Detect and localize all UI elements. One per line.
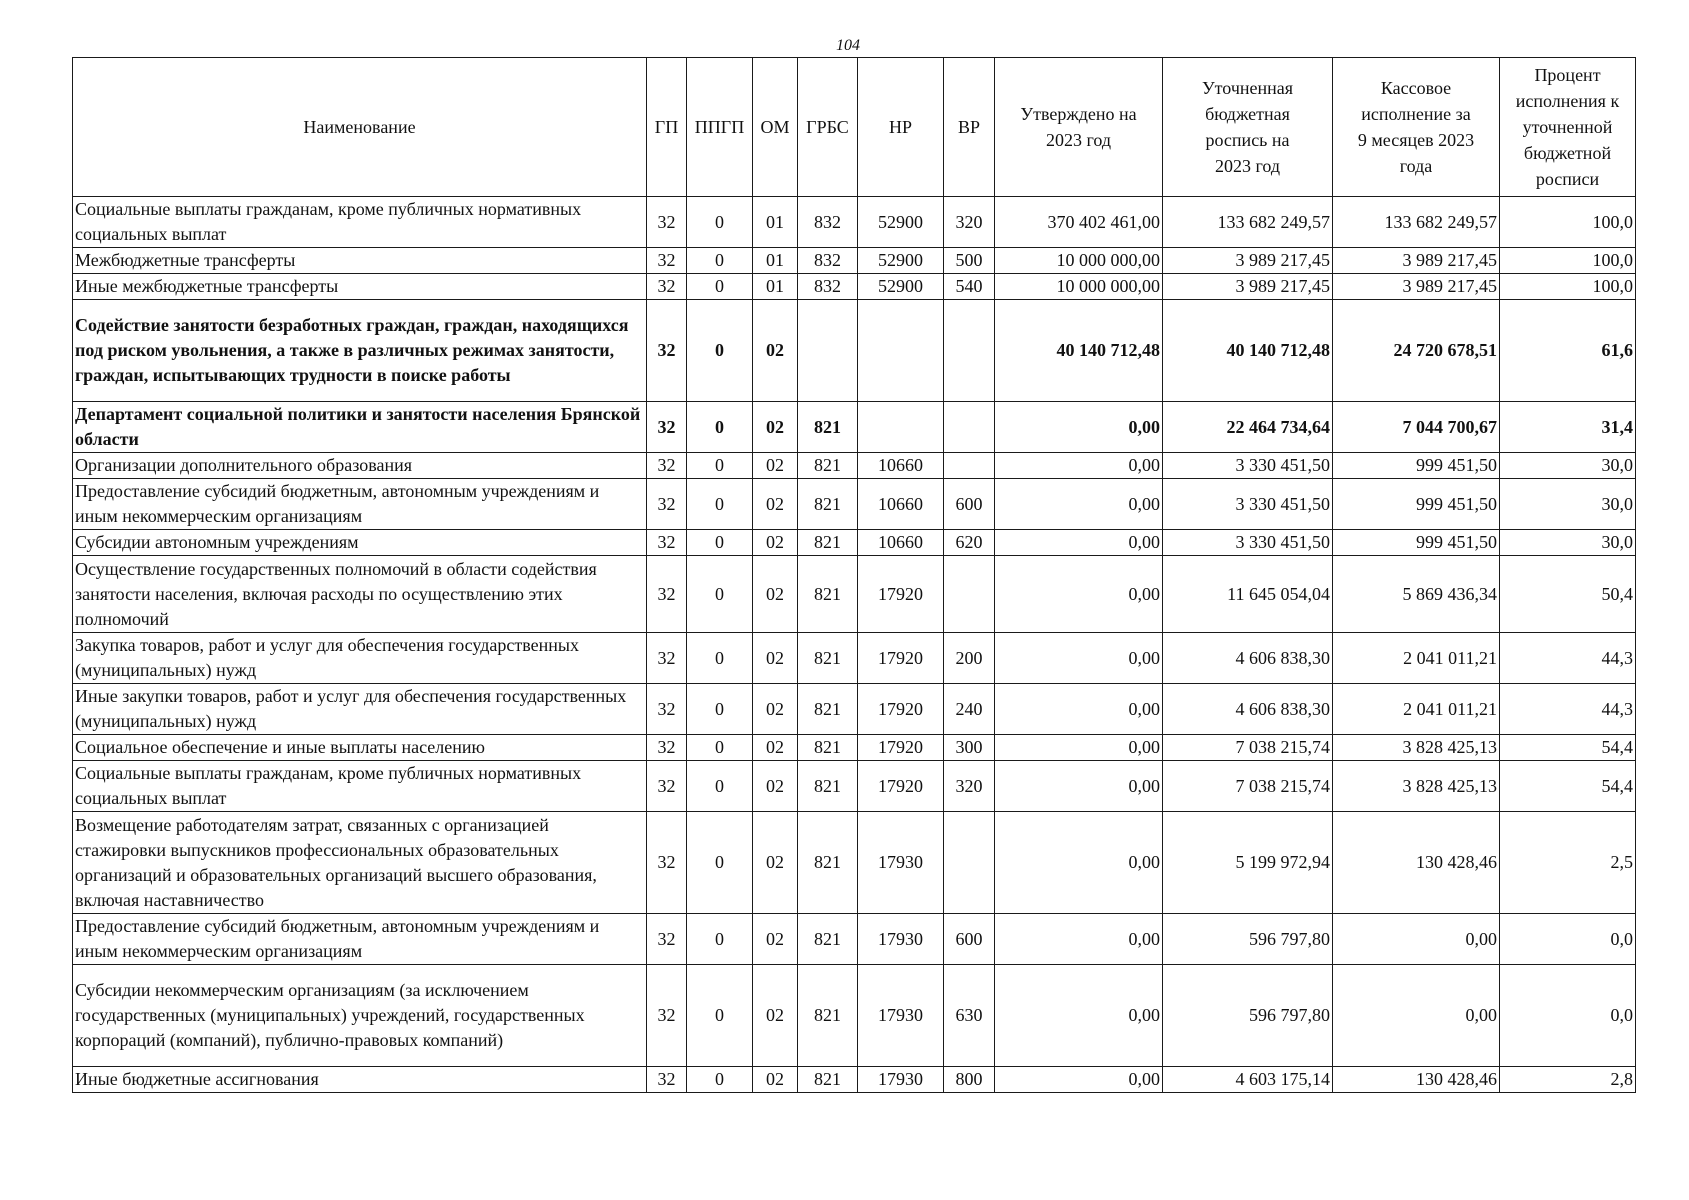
row-gp: 32 bbox=[647, 965, 687, 1067]
header-percent: Процент исполнения к уточненной бюджетной росписи bbox=[1500, 58, 1636, 197]
table-row bbox=[73, 735, 1636, 761]
row-gp: 32 bbox=[647, 735, 687, 761]
row-ppgp: 0 bbox=[687, 479, 753, 530]
row-refined: 3 989 217,45 bbox=[1163, 248, 1333, 274]
row-np: 17920 bbox=[858, 735, 944, 761]
header-refined: Уточненная бюджетная роспись на 2023 год bbox=[1163, 58, 1333, 197]
row-gp: 32 bbox=[647, 453, 687, 479]
row-grbs: 821 bbox=[798, 633, 858, 684]
table-row bbox=[73, 684, 1636, 735]
row-ppgp: 0 bbox=[687, 402, 753, 453]
row-om: 02 bbox=[753, 1067, 798, 1093]
row-name: Иные межбюджетные трансферты bbox=[73, 274, 647, 300]
row-percent: 61,6 bbox=[1500, 300, 1636, 402]
row-grbs: 832 bbox=[798, 248, 858, 274]
row-vr: 620 bbox=[944, 530, 995, 556]
table-row bbox=[73, 274, 1636, 300]
row-ppgp: 0 bbox=[687, 556, 753, 633]
row-grbs: 821 bbox=[798, 479, 858, 530]
row-ppgp: 0 bbox=[687, 735, 753, 761]
row-approved: 0,00 bbox=[995, 556, 1163, 633]
row-vr: 540 bbox=[944, 274, 995, 300]
row-approved: 0,00 bbox=[995, 761, 1163, 812]
table-body bbox=[73, 197, 1636, 1093]
row-refined: 7 038 215,74 bbox=[1163, 735, 1333, 761]
budget-execution-table bbox=[72, 57, 1636, 1093]
row-grbs: 832 bbox=[798, 197, 858, 248]
row-np: 17930 bbox=[858, 914, 944, 965]
row-grbs: 821 bbox=[798, 453, 858, 479]
row-om: 02 bbox=[753, 965, 798, 1067]
row-approved: 0,00 bbox=[995, 1067, 1163, 1093]
row-approved: 40 140 712,48 bbox=[995, 300, 1163, 402]
row-refined: 7 038 215,74 bbox=[1163, 761, 1333, 812]
row-percent: 0,0 bbox=[1500, 914, 1636, 965]
row-name: Иные закупки товаров, работ и услуг для обеспечения государственных (муниципальных) нужд bbox=[73, 684, 647, 735]
row-refined: 40 140 712,48 bbox=[1163, 300, 1333, 402]
row-np: 52900 bbox=[858, 274, 944, 300]
row-percent: 100,0 bbox=[1500, 274, 1636, 300]
row-np: 17920 bbox=[858, 633, 944, 684]
row-refined: 4 603 175,14 bbox=[1163, 1067, 1333, 1093]
row-cash: 3 989 217,45 bbox=[1333, 274, 1500, 300]
row-refined: 11 645 054,04 bbox=[1163, 556, 1333, 633]
row-refined: 4 606 838,30 bbox=[1163, 684, 1333, 735]
row-cash: 5 869 436,34 bbox=[1333, 556, 1500, 633]
header-vr: ВР bbox=[944, 58, 995, 197]
row-cash: 999 451,50 bbox=[1333, 479, 1500, 530]
row-percent: 50,4 bbox=[1500, 556, 1636, 633]
row-cash: 0,00 bbox=[1333, 965, 1500, 1067]
header-approved: Утверждено на 2023 год bbox=[995, 58, 1163, 197]
row-cash: 24 720 678,51 bbox=[1333, 300, 1500, 402]
row-om: 01 bbox=[753, 274, 798, 300]
header-gp: ГП bbox=[647, 58, 687, 197]
table-row bbox=[73, 761, 1636, 812]
row-approved: 0,00 bbox=[995, 453, 1163, 479]
row-name: Субсидии автономным учреждениям bbox=[73, 530, 647, 556]
row-ppgp: 0 bbox=[687, 300, 753, 402]
row-refined: 22 464 734,64 bbox=[1163, 402, 1333, 453]
row-name: Социальные выплаты гражданам, кроме публичных нормативных социальных выплат bbox=[73, 761, 647, 812]
row-np: 17920 bbox=[858, 761, 944, 812]
row-approved: 0,00 bbox=[995, 633, 1163, 684]
row-approved: 0,00 bbox=[995, 735, 1163, 761]
page-number: 104 bbox=[836, 37, 860, 54]
row-gp: 32 bbox=[647, 761, 687, 812]
row-cash: 3 989 217,45 bbox=[1333, 248, 1500, 274]
row-om: 02 bbox=[753, 812, 798, 914]
row-vr bbox=[944, 402, 995, 453]
row-np: 17930 bbox=[858, 965, 944, 1067]
row-cash: 3 828 425,13 bbox=[1333, 735, 1500, 761]
row-gp: 32 bbox=[647, 479, 687, 530]
table-row bbox=[73, 556, 1636, 633]
row-grbs: 821 bbox=[798, 761, 858, 812]
row-np: 17920 bbox=[858, 556, 944, 633]
row-gp: 32 bbox=[647, 248, 687, 274]
row-grbs: 821 bbox=[798, 530, 858, 556]
row-np: 17930 bbox=[858, 812, 944, 914]
row-grbs: 821 bbox=[798, 965, 858, 1067]
row-name: Содействие занятости безработных граждан, граждан, находящихся под риском увольнения, а также в различных режимах занятости, граждан, испытывающих трудности в поиске работы bbox=[73, 300, 647, 402]
row-np: 52900 bbox=[858, 197, 944, 248]
row-percent: 2,8 bbox=[1500, 1067, 1636, 1093]
row-vr: 630 bbox=[944, 965, 995, 1067]
row-name: Социальное обеспечение и иные выплаты населению bbox=[73, 735, 647, 761]
row-ppgp: 0 bbox=[687, 633, 753, 684]
row-approved: 10 000 000,00 bbox=[995, 274, 1163, 300]
row-ppgp: 0 bbox=[687, 530, 753, 556]
row-percent: 2,5 bbox=[1500, 812, 1636, 914]
row-name: Закупка товаров, работ и услуг для обеспечения государственных (муниципальных) нужд bbox=[73, 633, 647, 684]
row-percent: 44,3 bbox=[1500, 684, 1636, 735]
header-cash: Кассовое исполнение за 9 месяцев 2023 года bbox=[1333, 58, 1500, 197]
row-om: 01 bbox=[753, 197, 798, 248]
row-om: 02 bbox=[753, 914, 798, 965]
row-grbs: 821 bbox=[798, 812, 858, 914]
row-om: 01 bbox=[753, 248, 798, 274]
row-refined: 5 199 972,94 bbox=[1163, 812, 1333, 914]
row-grbs: 821 bbox=[798, 556, 858, 633]
row-ppgp: 0 bbox=[687, 197, 753, 248]
row-vr: 800 bbox=[944, 1067, 995, 1093]
row-vr: 320 bbox=[944, 761, 995, 812]
row-refined: 133 682 249,57 bbox=[1163, 197, 1333, 248]
header-np: НР bbox=[858, 58, 944, 197]
row-gp: 32 bbox=[647, 530, 687, 556]
row-grbs: 821 bbox=[798, 684, 858, 735]
table-row bbox=[73, 965, 1636, 1067]
row-om: 02 bbox=[753, 633, 798, 684]
row-cash: 2 041 011,21 bbox=[1333, 684, 1500, 735]
row-om: 02 bbox=[753, 402, 798, 453]
row-percent: 54,4 bbox=[1500, 761, 1636, 812]
row-om: 02 bbox=[753, 300, 798, 402]
row-np bbox=[858, 402, 944, 453]
row-name: Организации дополнительного образования bbox=[73, 453, 647, 479]
table-row bbox=[73, 1067, 1636, 1093]
row-percent: 30,0 bbox=[1500, 453, 1636, 479]
row-om: 02 bbox=[753, 735, 798, 761]
row-approved: 370 402 461,00 bbox=[995, 197, 1163, 248]
row-grbs bbox=[798, 300, 858, 402]
row-ppgp: 0 bbox=[687, 812, 753, 914]
row-approved: 10 000 000,00 bbox=[995, 248, 1163, 274]
row-refined: 3 330 451,50 bbox=[1163, 453, 1333, 479]
row-ppgp: 0 bbox=[687, 248, 753, 274]
table-row bbox=[73, 300, 1636, 402]
row-percent: 30,0 bbox=[1500, 530, 1636, 556]
row-grbs: 821 bbox=[798, 735, 858, 761]
row-cash: 130 428,46 bbox=[1333, 1067, 1500, 1093]
row-gp: 32 bbox=[647, 812, 687, 914]
row-refined: 3 989 217,45 bbox=[1163, 274, 1333, 300]
row-cash: 2 041 011,21 bbox=[1333, 633, 1500, 684]
row-name: Предоставление субсидий бюджетным, автономным учреждениям и иным некоммерческим организациям bbox=[73, 479, 647, 530]
table-row bbox=[73, 402, 1636, 453]
row-name: Межбюджетные трансферты bbox=[73, 248, 647, 274]
row-approved: 0,00 bbox=[995, 402, 1163, 453]
table-row bbox=[73, 197, 1636, 248]
row-vr bbox=[944, 453, 995, 479]
row-gp: 32 bbox=[647, 684, 687, 735]
row-gp: 32 bbox=[647, 1067, 687, 1093]
row-refined: 4 606 838,30 bbox=[1163, 633, 1333, 684]
header-grbs: ГРБС bbox=[798, 58, 858, 197]
row-cash: 0,00 bbox=[1333, 914, 1500, 965]
row-cash: 3 828 425,13 bbox=[1333, 761, 1500, 812]
row-gp: 32 bbox=[647, 197, 687, 248]
row-approved: 0,00 bbox=[995, 684, 1163, 735]
row-vr bbox=[944, 812, 995, 914]
row-np: 52900 bbox=[858, 248, 944, 274]
row-np: 10660 bbox=[858, 530, 944, 556]
table-row bbox=[73, 453, 1636, 479]
row-np: 17930 bbox=[858, 1067, 944, 1093]
row-np: 17920 bbox=[858, 684, 944, 735]
row-gp: 32 bbox=[647, 633, 687, 684]
row-om: 02 bbox=[753, 453, 798, 479]
row-ppgp: 0 bbox=[687, 761, 753, 812]
row-refined: 3 330 451,50 bbox=[1163, 530, 1333, 556]
row-om: 02 bbox=[753, 530, 798, 556]
row-gp: 32 bbox=[647, 274, 687, 300]
table-row bbox=[73, 812, 1636, 914]
row-om: 02 bbox=[753, 479, 798, 530]
row-grbs: 821 bbox=[798, 402, 858, 453]
row-vr: 200 bbox=[944, 633, 995, 684]
row-approved: 0,00 bbox=[995, 479, 1163, 530]
row-gp: 32 bbox=[647, 300, 687, 402]
row-percent: 54,4 bbox=[1500, 735, 1636, 761]
row-np: 10660 bbox=[858, 453, 944, 479]
row-vr bbox=[944, 556, 995, 633]
table-row bbox=[73, 479, 1636, 530]
row-ppgp: 0 bbox=[687, 684, 753, 735]
row-refined: 3 330 451,50 bbox=[1163, 479, 1333, 530]
header-name: Наименование bbox=[73, 58, 647, 197]
row-approved: 0,00 bbox=[995, 914, 1163, 965]
row-name: Департамент социальной политики и занятости населения Брянской области bbox=[73, 402, 647, 453]
row-approved: 0,00 bbox=[995, 812, 1163, 914]
row-name: Осуществление государственных полномочий в области содействия занятости населения, включая расходы по осуществлению этих полномочий bbox=[73, 556, 647, 633]
row-vr: 300 bbox=[944, 735, 995, 761]
header-ppgp: ППГП bbox=[687, 58, 753, 197]
row-vr: 500 bbox=[944, 248, 995, 274]
row-om: 02 bbox=[753, 556, 798, 633]
row-approved: 0,00 bbox=[995, 530, 1163, 556]
row-vr: 600 bbox=[944, 914, 995, 965]
row-cash: 999 451,50 bbox=[1333, 453, 1500, 479]
row-ppgp: 0 bbox=[687, 453, 753, 479]
row-percent: 30,0 bbox=[1500, 479, 1636, 530]
row-name: Предоставление субсидий бюджетным, автономным учреждениям и иным некоммерческим организациям bbox=[73, 914, 647, 965]
row-ppgp: 0 bbox=[687, 1067, 753, 1093]
row-percent: 44,3 bbox=[1500, 633, 1636, 684]
table-row bbox=[73, 633, 1636, 684]
row-gp: 32 bbox=[647, 402, 687, 453]
row-vr: 600 bbox=[944, 479, 995, 530]
table-row bbox=[73, 248, 1636, 274]
row-vr: 240 bbox=[944, 684, 995, 735]
row-name: Социальные выплаты гражданам, кроме публичных нормативных социальных выплат bbox=[73, 197, 647, 248]
row-om: 02 bbox=[753, 684, 798, 735]
row-vr bbox=[944, 300, 995, 402]
header-om: ОМ bbox=[753, 58, 798, 197]
row-ppgp: 0 bbox=[687, 965, 753, 1067]
row-vr: 320 bbox=[944, 197, 995, 248]
row-cash: 133 682 249,57 bbox=[1333, 197, 1500, 248]
row-refined: 596 797,80 bbox=[1163, 965, 1333, 1067]
row-ppgp: 0 bbox=[687, 914, 753, 965]
row-np: 10660 bbox=[858, 479, 944, 530]
row-refined: 596 797,80 bbox=[1163, 914, 1333, 965]
row-approved: 0,00 bbox=[995, 965, 1163, 1067]
row-percent: 100,0 bbox=[1500, 197, 1636, 248]
table-row bbox=[73, 530, 1636, 556]
row-grbs: 821 bbox=[798, 914, 858, 965]
row-gp: 32 bbox=[647, 556, 687, 633]
header-row bbox=[73, 58, 1636, 197]
row-grbs: 832 bbox=[798, 274, 858, 300]
row-name: Возмещение работодателям затрат, связанных с организацией стажировки выпускников профессиональных образовательных организаций и образовательных организаций высшего образования, включая наставничество bbox=[73, 812, 647, 914]
row-percent: 31,4 bbox=[1500, 402, 1636, 453]
row-cash: 7 044 700,67 bbox=[1333, 402, 1500, 453]
row-ppgp: 0 bbox=[687, 274, 753, 300]
row-cash: 999 451,50 bbox=[1333, 530, 1500, 556]
row-name: Субсидии некоммерческим организациям (за исключением государственных (муниципальных) учреждений, государственных корпораций (компаний), публично-правовых компаний) bbox=[73, 965, 647, 1067]
row-cash: 130 428,46 bbox=[1333, 812, 1500, 914]
table-row bbox=[73, 914, 1636, 965]
row-name: Иные бюджетные ассигнования bbox=[73, 1067, 647, 1093]
row-om: 02 bbox=[753, 761, 798, 812]
row-percent: 100,0 bbox=[1500, 248, 1636, 274]
row-gp: 32 bbox=[647, 914, 687, 965]
row-grbs: 821 bbox=[798, 1067, 858, 1093]
row-percent: 0,0 bbox=[1500, 965, 1636, 1067]
row-np bbox=[858, 300, 944, 402]
